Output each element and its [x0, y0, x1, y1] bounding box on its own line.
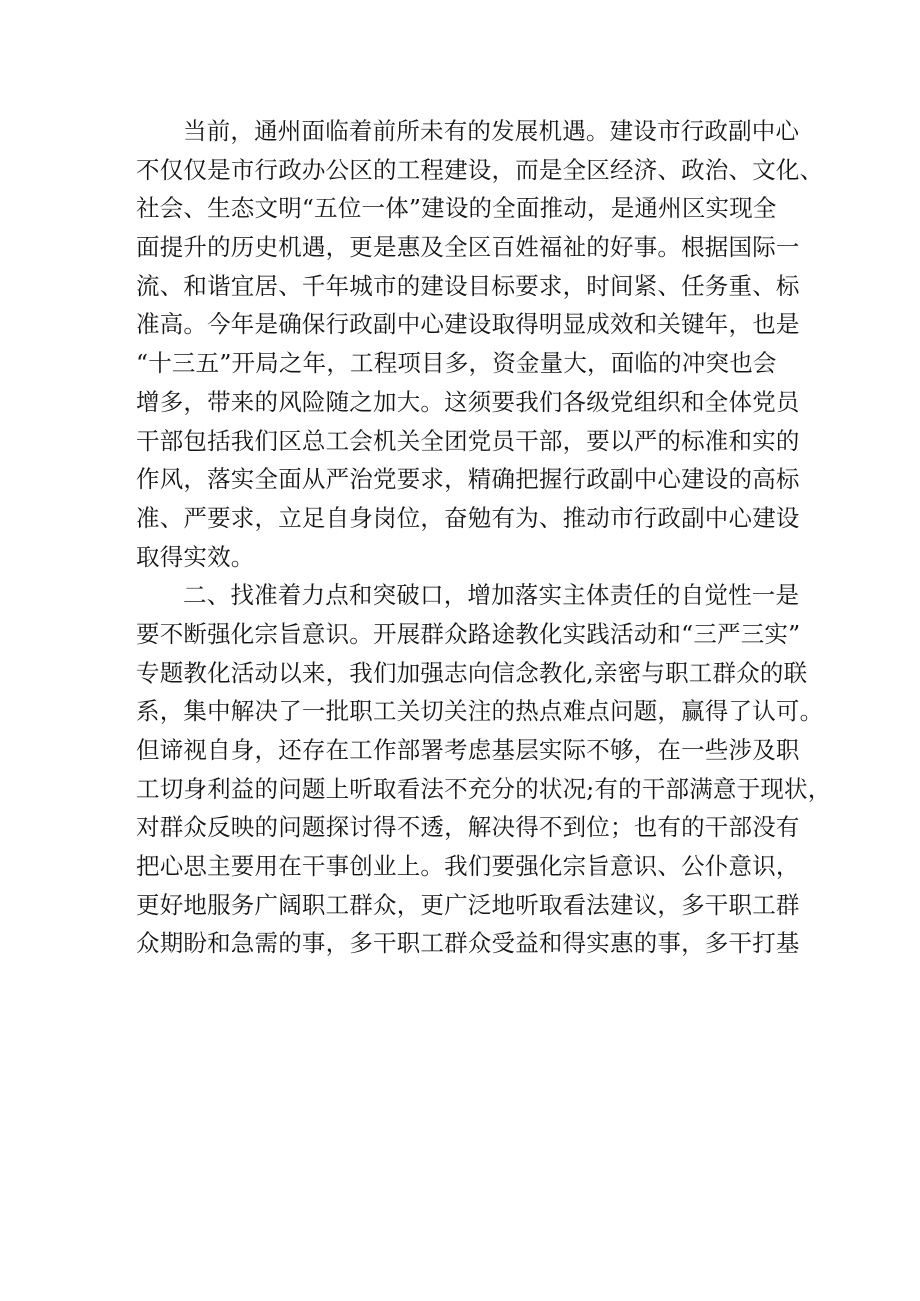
- paragraph-line: 众期盼和急需的事，多干职工群众受益和得实惠的事，多干打基: [136, 929, 800, 958]
- paragraph-line: 面提升的历史机遇，更是惠及全区百姓福祉的好事。根据国际一: [136, 233, 800, 262]
- paragraph-line: 准、严要求，立足自身岗位，奋勉有为、推动市行政副中心建设: [136, 503, 800, 532]
- section-heading-line: 二、找准着力点和突破口，增加落实主体责任的自觉性一是: [183, 581, 800, 610]
- paragraph-line: 当前，通州面临着前所未有的发展机遇。建设市行政副中心: [183, 117, 800, 145]
- paragraph-line: 干部包括我们区总工会机关全团党员干部，要以严的标准和实的: [136, 426, 800, 455]
- paragraph-line: 专题教化活动以来，我们加强志向信念教化,亲密与职工群众的联: [136, 658, 808, 687]
- paragraph-line: 系，集中解决了一批职工关切关注的热点难点问题，赢得了认可。: [136, 697, 824, 726]
- paragraph-line: 把心思主要用在干事创业上。我们要强化宗旨意识、公仆意识，: [136, 852, 800, 881]
- paragraph-line: 不仅仅是市行政办公区的工程建设，而是全区经济、政治、文化、: [136, 155, 824, 184]
- paragraph-section-two: [136, 576, 832, 963]
- paragraph-line: 工切身利益的问题上听取看法不充分的状况;有的干部满意于现状，: [136, 774, 832, 803]
- paragraph-line: 对群众反映的问题探讨得不透，解决得不到位；也有的干部没有: [136, 813, 800, 842]
- paragraph-line: 增多，带来的风险随之加大。这须要我们各级党组织和全体党员: [136, 387, 800, 416]
- paragraph-line: 但谛视自身，还存在工作部署考虑基层实际不够，在一些涉及职: [136, 736, 800, 764]
- paragraph-line: 更好地服务广阔职工群众，更广泛地听取看法建议，多干职工群: [136, 890, 800, 919]
- paragraph-line: 社会、生态文明“五位一体”建设的全面推动，是通州区实现全: [136, 194, 777, 223]
- paragraph-line: 准高。今年是确保行政副中心建设取得明显成效和关键年，也是: [136, 310, 800, 339]
- paragraph-line: 流、和谐宜居、千年城市的建设目标要求，时间紧、任务重、标: [136, 271, 800, 300]
- paragraph-line: 作风，落实全面从严治党要求，精确把握行政副中心建设的高标: [136, 465, 800, 494]
- paragraph-line: 要不断强化宗旨意识。开展群众路途教化实践活动和“三严三实”: [136, 619, 801, 648]
- paragraph-line: “十三五”开局之年，工程项目多，资金量大，面临的冲突也会: [136, 349, 777, 378]
- paragraph-current-situation: [136, 112, 824, 576]
- paragraph-line: 取得实效。: [136, 542, 255, 571]
- document-body: [136, 112, 832, 963]
